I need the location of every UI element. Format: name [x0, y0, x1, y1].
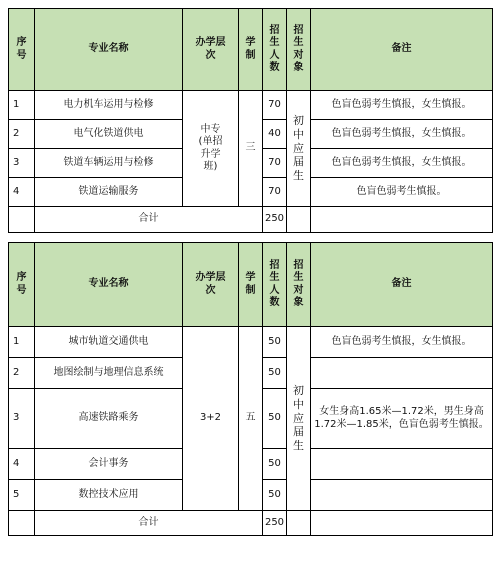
cell-seq: 4 [9, 449, 35, 480]
cell-note: 女生身高1.65米—1.72米，男生身高1.72米—1.85米，色盲色弱考生慎报。 [311, 389, 493, 449]
header-seq: 序 号 [9, 9, 35, 91]
cell-empty [9, 511, 35, 536]
total-value: 250 [263, 511, 287, 536]
cell-count: 50 [263, 480, 287, 511]
cell-note [311, 449, 493, 480]
header-count: 招 生 人 数 [263, 243, 287, 327]
total-row [9, 207, 493, 233]
cell-seq: 1 [9, 91, 35, 120]
cell-count: 70 [263, 178, 287, 207]
cell-major: 高速铁路乘务 [35, 389, 183, 449]
cell-major: 电气化铁道供电 [35, 120, 183, 149]
table-row [9, 91, 493, 120]
cell-note: 色盲色弱考生慎报，女生慎报。 [311, 149, 493, 178]
cell-major: 城市轨道交通供电 [35, 327, 183, 358]
total-value: 250 [263, 207, 287, 233]
header-note: 备注 [311, 9, 493, 91]
header-target: 招 生 对 象 [287, 243, 311, 327]
cell-major: 铁道运输服务 [35, 178, 183, 207]
cell-note: 色盲色弱考生慎报，女生慎报。 [311, 120, 493, 149]
header-level: 办学层 次 [183, 243, 239, 327]
table-header-row [9, 9, 493, 91]
cell-seq: 2 [9, 358, 35, 389]
cell-count: 50 [263, 327, 287, 358]
cell-note [311, 480, 493, 511]
cell-seq: 4 [9, 178, 35, 207]
cell-major: 电力机车运用与检修 [35, 91, 183, 120]
enrollment-table-2 [8, 242, 493, 536]
cell-years: 三 [239, 91, 263, 207]
cell-level: 3+2 [183, 327, 239, 511]
cell-note: 色盲色弱考生慎报，女生慎报。 [311, 91, 493, 120]
cell-empty [9, 207, 35, 233]
cell-major: 铁道车辆运用与检修 [35, 149, 183, 178]
cell-level: 中专 (单招 升学 班) [183, 91, 239, 207]
table-row [9, 327, 493, 358]
header-years: 学 制 [239, 243, 263, 327]
header-major: 专业名称 [35, 9, 183, 91]
cell-empty [287, 207, 311, 233]
cell-note: 色盲色弱考生慎报，女生慎报。 [311, 327, 493, 358]
cell-seq: 5 [9, 480, 35, 511]
cell-target: 初 中 应 届 生 [287, 91, 311, 207]
cell-count: 70 [263, 149, 287, 178]
cell-years: 五 [239, 327, 263, 511]
header-years: 学 制 [239, 9, 263, 91]
cell-note [311, 358, 493, 389]
total-label: 合计 [35, 207, 263, 233]
cell-major: 地图绘制与地理信息系统 [35, 358, 183, 389]
cell-empty [311, 207, 493, 233]
total-row [9, 511, 493, 536]
table-header-row [9, 243, 493, 327]
cell-major: 数控技术应用 [35, 480, 183, 511]
cell-count: 50 [263, 449, 287, 480]
cell-count: 40 [263, 120, 287, 149]
enrollment-table-1 [8, 8, 493, 233]
cell-empty [311, 511, 493, 536]
cell-count: 50 [263, 389, 287, 449]
cell-target: 初 中 应 届 生 [287, 327, 311, 511]
cell-seq: 2 [9, 120, 35, 149]
cell-empty [287, 511, 311, 536]
total-label: 合计 [35, 511, 263, 536]
header-count: 招 生 人 数 [263, 9, 287, 91]
header-seq: 序 号 [9, 243, 35, 327]
cell-count: 70 [263, 91, 287, 120]
cell-major: 会计事务 [35, 449, 183, 480]
cell-seq: 3 [9, 389, 35, 449]
cell-seq: 1 [9, 327, 35, 358]
header-level: 办学层 次 [183, 9, 239, 91]
header-target: 招 生 对 象 [287, 9, 311, 91]
header-major: 专业名称 [35, 243, 183, 327]
cell-note: 色盲色弱考生慎报。 [311, 178, 493, 207]
cell-count: 50 [263, 358, 287, 389]
cell-seq: 3 [9, 149, 35, 178]
header-note: 备注 [311, 243, 493, 327]
